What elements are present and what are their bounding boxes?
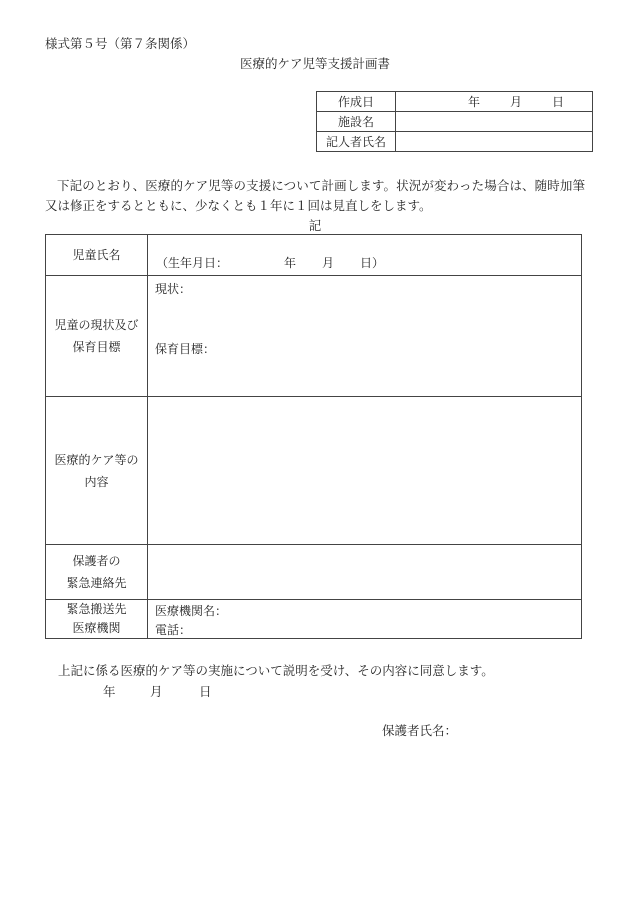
medical-care-row — [46, 397, 582, 545]
child-name-row — [46, 235, 582, 276]
emergency-hospital-field[interactable] — [148, 600, 582, 639]
facility-label: 施設名 — [317, 112, 396, 132]
consent-date[interactable] — [103, 682, 212, 700]
birth-month-unit: 月 — [322, 256, 335, 270]
status-goal-row — [46, 276, 582, 397]
main-table — [45, 234, 582, 639]
emergency-hospital-label — [46, 600, 148, 639]
created-day-unit: 日 — [551, 95, 564, 109]
ki-heading: 記 — [308, 218, 322, 233]
emergency-hospital-label-line2: 医療機関 — [72, 621, 121, 635]
medical-care-label-line1: 医療的ケア等の — [54, 452, 139, 467]
created-date-row — [317, 92, 593, 112]
guardian-name-label: 保護者氏名： — [382, 723, 458, 738]
emergency-hospital-label-line1: 緊急搬送先 — [66, 602, 127, 616]
created-month-unit: 月 — [509, 95, 522, 109]
medical-care-label — [46, 397, 148, 545]
birth-prefix: （生年月日： — [156, 256, 229, 270]
child-name-label: 児童氏名 — [46, 235, 148, 276]
birth-year-unit: 年 — [284, 256, 297, 270]
current-status-label: 現状： — [155, 282, 192, 296]
status-goal-label-line1: 児童の現状及び — [54, 318, 139, 332]
created-date-field[interactable] — [396, 92, 593, 112]
child-name-field[interactable] — [148, 235, 582, 276]
meta-table — [316, 91, 593, 152]
recorder-label: 記人者氏名 — [317, 132, 396, 152]
recorder-row — [317, 132, 593, 152]
status-goal-field[interactable] — [148, 276, 582, 397]
guardian-contact-label — [46, 545, 148, 600]
facility-field[interactable] — [396, 112, 593, 132]
status-goal-label-line2: 保育目標 — [72, 340, 121, 354]
guardian-contact-field[interactable] — [148, 545, 582, 600]
care-goal-label: 保育目標： — [155, 342, 216, 356]
emergency-hospital-row — [46, 600, 582, 639]
consent-month-unit: 月 — [150, 684, 163, 699]
institution-name-label: 医療機関名： — [155, 604, 228, 618]
guardian-contact-label-line2: 緊急連絡先 — [66, 576, 127, 590]
guardian-contact-label-line1: 保護者の — [72, 554, 121, 568]
birth-date-line — [156, 254, 384, 271]
medical-care-label-line2: 内容 — [84, 474, 109, 489]
created-year-unit: 年 — [467, 95, 480, 109]
consent-year-unit: 年 — [103, 684, 116, 699]
facility-row — [317, 112, 593, 132]
guardian-contact-row — [46, 545, 582, 600]
medical-care-field[interactable] — [148, 397, 582, 545]
intro-paragraph: 下記のとおり、医療的ケア児等の支援について計画します。状況が変わった場合は、随時加筆又は修正をするとともに、少なくとも１年に１回は見直しをします。 — [45, 178, 585, 213]
phone-label: 電話： — [155, 623, 192, 637]
consent-statement: 上記に係る医療的ケア等の実施について説明を受け、その内容に同意します。 — [58, 663, 494, 678]
consent-day-unit: 日 — [199, 684, 212, 699]
status-goal-label — [46, 276, 148, 397]
created-date-label: 作成日 — [317, 92, 396, 112]
form-number: 様式第５号（第７条関係） — [45, 36, 196, 51]
document-title: 医療的ケア児等支援計画書 — [239, 56, 390, 71]
birth-day-unit: 日） — [360, 256, 385, 270]
recorder-field[interactable] — [396, 132, 593, 152]
